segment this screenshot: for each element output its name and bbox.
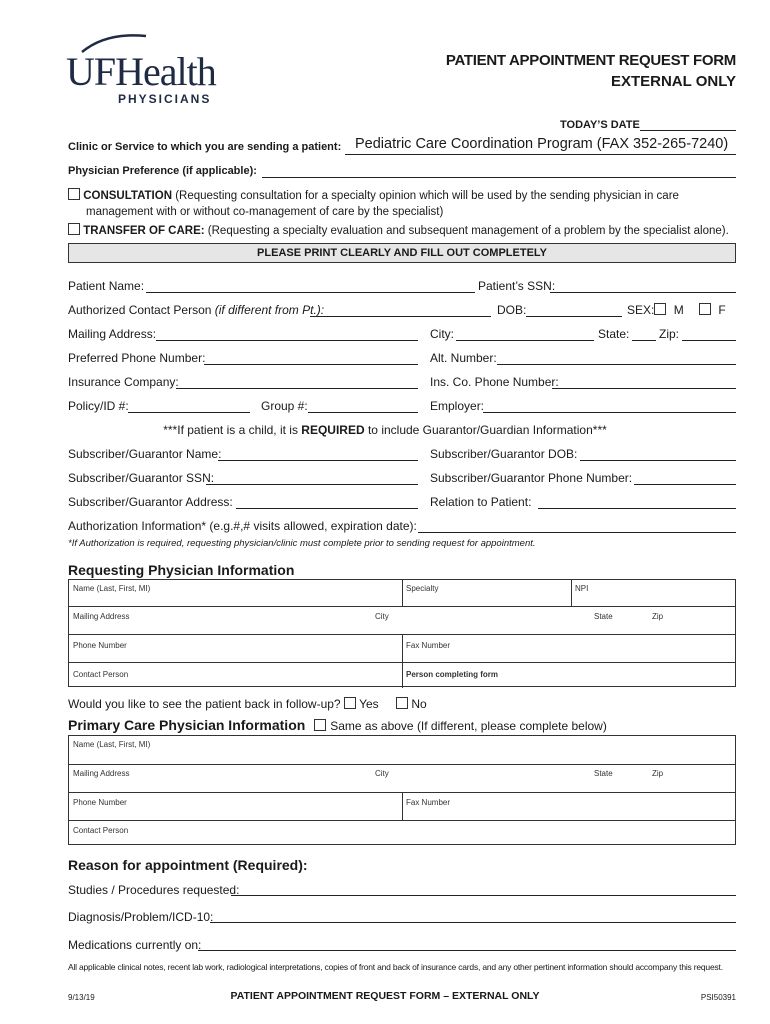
clinic-label: Clinic or Service to which you are sending a patient:	[68, 141, 342, 153]
alt-number-label: Alt. Number:	[430, 351, 497, 365]
todays-date-label: TODAY’S DATE	[560, 119, 640, 131]
guarantor-name-field[interactable]	[218, 460, 418, 461]
consultation-option	[68, 188, 738, 220]
child-note-required: REQUIRED	[301, 423, 365, 437]
followup-yes-checkbox[interactable]	[344, 697, 356, 709]
todays-date-field[interactable]	[640, 130, 736, 131]
auth-contact-field[interactable]	[310, 316, 491, 317]
mailing-label: Mailing Address:	[68, 327, 157, 341]
req-contact-label[interactable]: Contact Person	[73, 670, 129, 679]
pcp-contact-label[interactable]: Contact Person	[73, 826, 129, 835]
pcp-same-label: Same as above (If different, please complete below)	[330, 719, 607, 733]
footer-code: PSI50391	[700, 993, 736, 1002]
state-label: State:	[598, 327, 630, 341]
auth-info-field[interactable]	[418, 532, 736, 533]
followup-no-checkbox[interactable]	[396, 697, 408, 709]
state-field[interactable]	[632, 340, 656, 341]
employer-label: Employer:	[430, 399, 485, 413]
followup-yes-label: Yes	[359, 697, 379, 711]
guarantor-phone-label: Subscriber/Guarantor Phone Number:	[430, 471, 633, 485]
patient-name-field[interactable]	[146, 292, 475, 293]
auth-contact-text: Authorized Contact Person	[68, 303, 212, 317]
logo-sub: PHYSICIANS	[118, 92, 212, 106]
policy-label: Policy/ID #:	[68, 399, 129, 413]
physician-pref-label: Physician Preference (if applicable):	[68, 165, 257, 177]
banner-text: PLEASE PRINT CLEARLY AND FILL OUT COMPLETELY	[257, 247, 547, 259]
pcp-col-divider	[402, 792, 403, 820]
transfer-text: (Requesting a specialty evaluation and subsequent management of a problem by the specialist alone).	[204, 225, 729, 237]
group-label: Group #:	[261, 399, 308, 413]
requesting-box	[68, 579, 736, 687]
pcp-name-label[interactable]: Name (Last, First, MI)	[73, 740, 151, 749]
followup-no-label: No	[411, 697, 427, 711]
guarantor-address-label: Subscriber/Guarantor Address:	[68, 495, 233, 509]
meds-field[interactable]	[198, 950, 736, 951]
req-completing-label[interactable]: Person completing form	[406, 670, 499, 679]
guarantor-dob-field[interactable]	[580, 460, 736, 461]
followup-row	[68, 697, 427, 711]
alt-number-field[interactable]	[497, 364, 736, 365]
sex-m-checkbox[interactable]	[654, 303, 666, 315]
physician-pref-field[interactable]	[262, 177, 736, 178]
auth-contact-note: (if different from Pt.):	[214, 303, 325, 317]
pcp-fax-label[interactable]: Fax Number	[406, 798, 451, 807]
guarantor-name-label: Subscriber/Guarantor Name:	[68, 447, 222, 461]
req-specialty-label[interactable]: Specialty	[406, 584, 439, 593]
auth-note: *If Authorization is required, requesting physician/clinic must complete prior to sending request for appointment.	[68, 538, 536, 549]
pcp-phone-label[interactable]: Phone Number	[73, 798, 127, 807]
pcp-title: Primary Care Physician Information	[68, 717, 306, 733]
consultation-text-2: management with or without co-management of care by the specialist)	[86, 206, 444, 218]
req-city-label[interactable]: City	[375, 612, 389, 621]
zip-field[interactable]	[682, 340, 736, 341]
pcp-state-label[interactable]: State	[594, 769, 613, 778]
employer-field[interactable]	[483, 412, 736, 413]
req-npi-label[interactable]: NPI	[575, 584, 589, 593]
footer-title-pre: PATIENT APPOINTMENT REQUEST FORM –	[230, 990, 452, 1002]
footer-title-bold: EXTERNAL ONLY	[451, 990, 540, 1002]
pcp-city-label[interactable]: City	[375, 769, 389, 778]
clinic-field-line	[345, 154, 736, 155]
pcp-same-checkbox[interactable]	[314, 719, 326, 731]
consultation-head: CONSULTATION	[83, 190, 172, 202]
dob-label: DOB:	[497, 303, 527, 317]
relation-field[interactable]	[538, 508, 736, 509]
guarantor-ssn-field[interactable]	[206, 484, 418, 485]
sex-f-checkbox[interactable]	[699, 303, 711, 315]
req-col-divider-1	[402, 580, 403, 606]
auth-info-label: Authorization Information* (e.g.#,# visits allowed, expiration date):	[68, 519, 417, 533]
consultation-checkbox[interactable]	[68, 188, 80, 200]
form-title	[446, 52, 736, 90]
city-field[interactable]	[456, 340, 594, 341]
req-name-label[interactable]: Name (Last, First, MI)	[73, 584, 151, 593]
mailing-field[interactable]	[156, 340, 418, 341]
req-col-divider-3	[402, 634, 403, 688]
guarantor-phone-field[interactable]	[634, 484, 736, 485]
footer-date: 9/13/19	[68, 993, 95, 1002]
patient-ssn-field[interactable]	[550, 292, 736, 293]
req-fax-label[interactable]: Fax Number	[406, 641, 451, 650]
insurance-field[interactable]	[176, 388, 418, 389]
zip-label: Zip:	[659, 327, 680, 341]
diagnosis-label: Diagnosis/Problem/ICD-10:	[68, 910, 214, 924]
form-title-line1: PATIENT APPOINTMENT REQUEST FORM	[445, 52, 736, 69]
pcp-row-divider-1	[69, 764, 735, 765]
req-phone-label[interactable]: Phone Number	[73, 641, 127, 650]
sex-f-label: F	[718, 303, 726, 317]
child-note-pre: ***If patient is a child, it is	[163, 423, 302, 437]
pcp-zip-label[interactable]: Zip	[652, 769, 664, 778]
sex-group	[627, 303, 726, 317]
child-note	[0, 423, 770, 437]
reason-title: Reason for appointment (Required):	[68, 857, 308, 873]
print-clearly-banner	[68, 243, 736, 263]
guarantor-ssn-label: Subscriber/Guarantor SSN:	[68, 471, 215, 485]
followup-question: Would you like to see the patient back in follow-up?	[68, 697, 341, 711]
footer-title	[0, 990, 770, 1002]
auth-contact-label	[68, 303, 324, 317]
transfer-head: TRANSFER OF CARE:	[83, 225, 205, 237]
phone-field[interactable]	[204, 364, 418, 365]
ins-phone-field[interactable]	[552, 388, 736, 389]
insurance-label: Insurance Company:	[68, 375, 179, 389]
patient-name-label: Patient Name:	[68, 279, 145, 293]
pcp-row-divider-3	[69, 820, 735, 821]
city-label: City:	[430, 327, 454, 341]
diagnosis-field[interactable]	[210, 922, 736, 923]
sex-label: SEX:	[627, 303, 655, 317]
pcp-header	[68, 717, 607, 735]
ins-phone-label: Ins. Co. Phone Number:	[430, 375, 559, 389]
req-col-divider-2	[571, 580, 572, 606]
sex-m-label: M	[673, 303, 684, 317]
guarantor-address-field[interactable]	[236, 508, 418, 509]
clinic-value[interactable]: Pediatric Care Coordination Program (FAX 352-265-7240)	[355, 136, 729, 152]
consultation-text: (Requesting consultation for a specialty opinion which will be used by the sending physician in care	[172, 190, 679, 202]
child-note-post: to include Guarantor/Guardian Information***	[364, 423, 607, 437]
form-title-line2: EXTERNAL ONLY	[610, 73, 736, 90]
guarantor-dob-label: Subscriber/Guarantor DOB:	[430, 447, 578, 461]
patient-ssn-label: Patient’s SSN:	[478, 279, 556, 293]
logo-brand: UFHealth	[66, 49, 216, 94]
dob-field[interactable]	[526, 316, 622, 317]
studies-field[interactable]	[231, 895, 736, 896]
req-mailing-label[interactable]: Mailing Address	[73, 612, 130, 621]
phone-label: Preferred Phone Number:	[68, 351, 206, 365]
meds-label: Medications currently on:	[68, 938, 202, 952]
relation-label: Relation to Patient:	[430, 495, 532, 509]
req-zip-label[interactable]: Zip	[652, 612, 664, 621]
pcp-box	[68, 735, 736, 845]
transfer-option	[68, 223, 729, 237]
policy-field[interactable]	[128, 412, 250, 413]
attach-note: All applicable clinical notes, recent lab work, radiological interpretations, copies of front and back of insurance cards, and any other pertinent information should accompany this request.	[68, 962, 723, 972]
group-field[interactable]	[308, 412, 418, 413]
req-state-label[interactable]: State	[594, 612, 613, 621]
requesting-title: Requesting Physician Information	[68, 562, 295, 578]
req-row-divider-1	[69, 606, 735, 607]
pcp-mailing-label[interactable]: Mailing Address	[73, 769, 130, 778]
studies-label: Studies / Procedures requested:	[68, 883, 240, 897]
transfer-checkbox[interactable]	[68, 223, 80, 235]
